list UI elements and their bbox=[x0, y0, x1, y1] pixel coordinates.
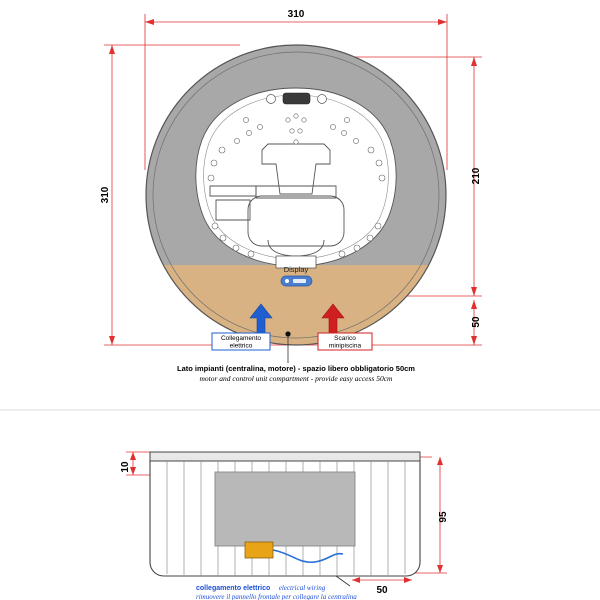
headrest-fixture bbox=[283, 93, 310, 104]
dim-side-95: 95 bbox=[438, 511, 449, 523]
top-caption-en: motor and control unit compartment - provide easy access 50cm bbox=[199, 374, 393, 383]
dim-width-310: 310 bbox=[287, 9, 305, 20]
leader-line-wiring bbox=[336, 576, 350, 586]
top-caption-it: Lato impianti (centralina, motore) - spazio libero obbligatorio 50cm bbox=[177, 364, 415, 373]
cabinet-top-rim bbox=[150, 452, 420, 461]
callout-drain-line1: Scarico bbox=[334, 335, 356, 342]
dim-side-50: 50 bbox=[376, 585, 388, 596]
jet-top-right bbox=[318, 95, 327, 104]
dim-lower-50: 50 bbox=[471, 316, 482, 328]
callout-drain-line2: minipiscina bbox=[328, 342, 362, 350]
control-unit-box bbox=[245, 542, 273, 558]
jet-top-left bbox=[267, 95, 276, 104]
display-screen bbox=[293, 279, 306, 283]
side-caption-line2: rimuovere il pannello frontale per collegare la centralina bbox=[196, 593, 357, 600]
dim-side-10: 10 bbox=[120, 461, 131, 473]
side-caption-line1: collegamento elettrico electrical wiring bbox=[196, 584, 326, 592]
display-label: Display bbox=[283, 265, 309, 274]
dim-height-310: 310 bbox=[100, 186, 111, 204]
inner-basin-side bbox=[215, 472, 355, 546]
callout-electrical-line1: Collegamento bbox=[220, 335, 262, 342]
center-marker-dot bbox=[285, 331, 290, 336]
side-view-group bbox=[120, 452, 449, 600]
top-view-group bbox=[100, 9, 482, 383]
callout-electrical-line2: elettrico bbox=[229, 342, 253, 350]
display-button-left[interactable] bbox=[285, 279, 289, 283]
dim-inner-210: 210 bbox=[471, 167, 482, 185]
